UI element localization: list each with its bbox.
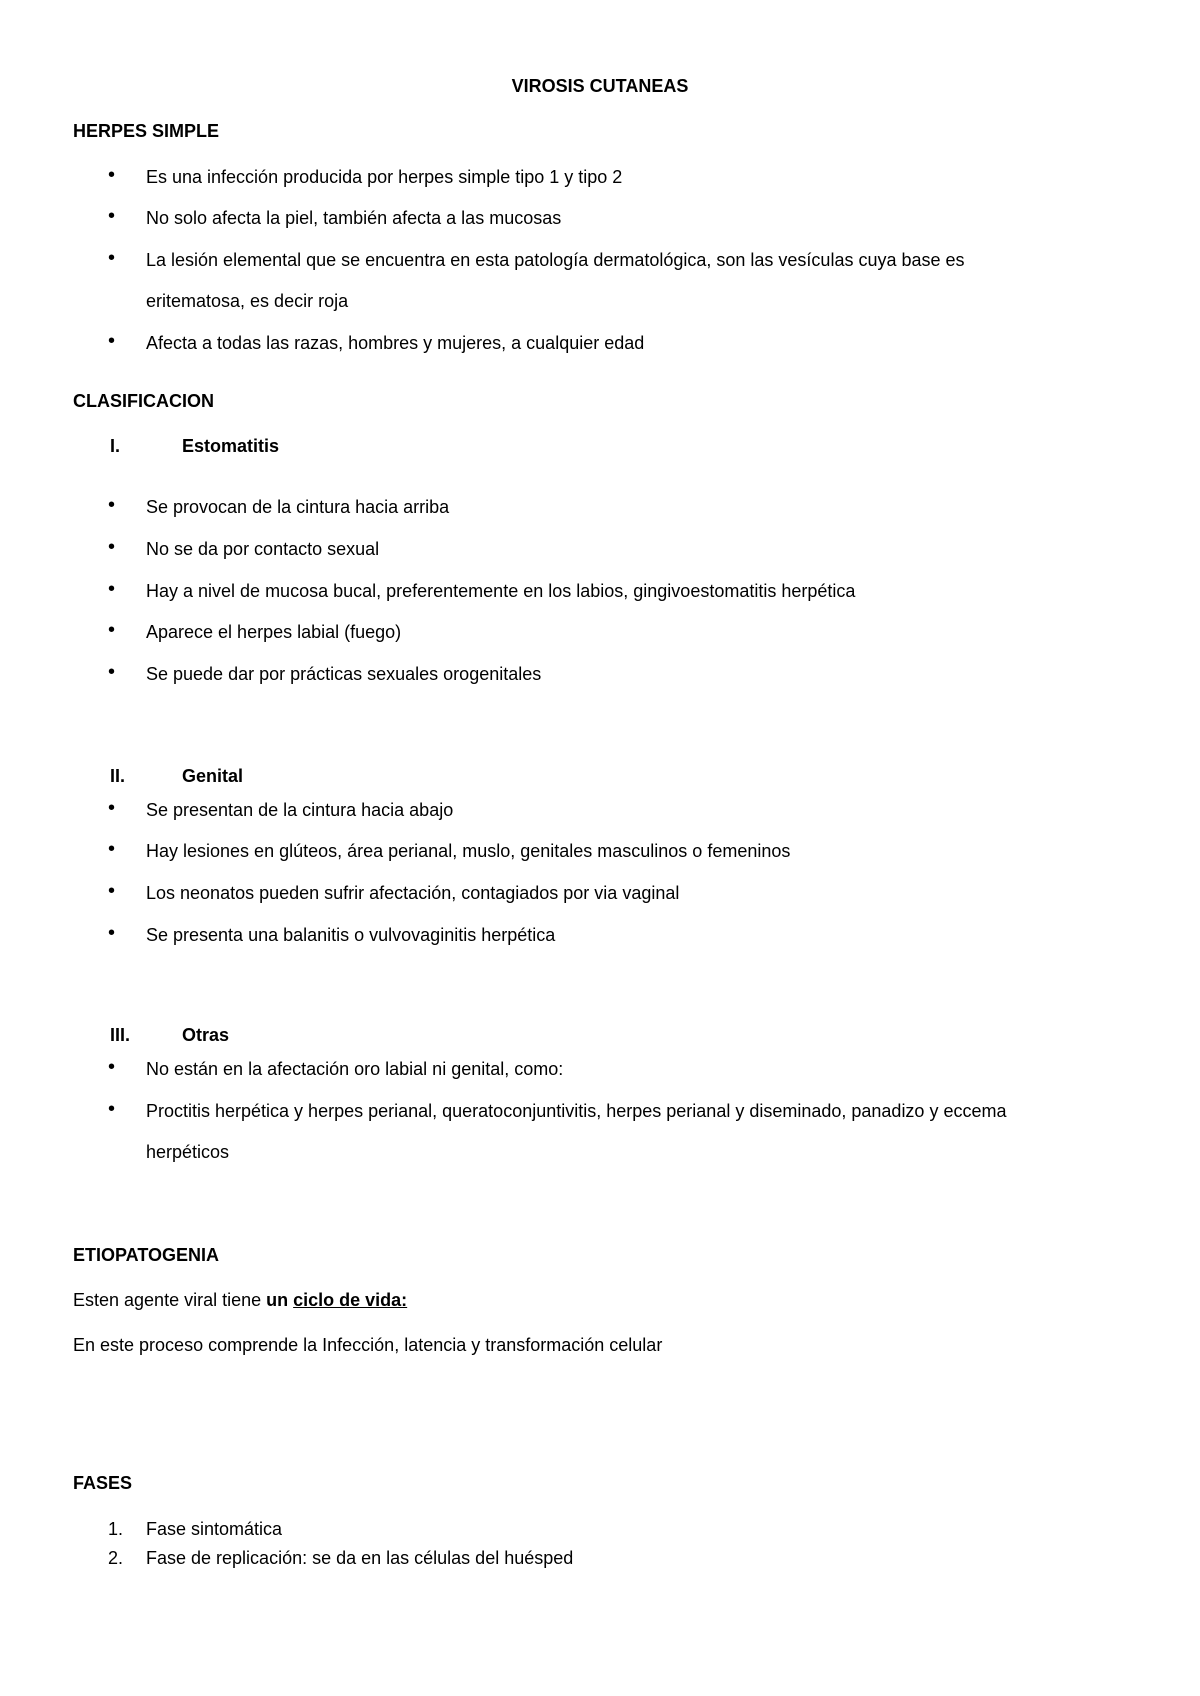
list-item: Fase sintomática [146, 1519, 283, 1539]
bullet-icon: • [108, 494, 116, 516]
list-item: Se presentan de la cintura hacia abajo [146, 800, 454, 820]
list-item: No están en la afectación oro labial ni genital, como: [146, 1059, 564, 1079]
section-heading-clasificacion: CLASIFICACION [73, 391, 214, 411]
subsection-title: Otras [182, 1025, 230, 1045]
etiopatogenia-underlined-text: ciclo de vida: [293, 1290, 408, 1310]
bullet-icon: • [108, 536, 116, 558]
list-number: 2. [108, 1548, 124, 1568]
list-item: No se da por contacto sexual [146, 539, 380, 559]
list-item: Hay a nivel de mucosa bucal, preferentemente en los labios, gingivoestomatitis herpética [146, 581, 856, 601]
etiopatogenia-text: Esten agente viral tiene [73, 1290, 267, 1310]
bullet-icon: • [108, 247, 116, 269]
list-item: Se puede dar por prácticas sexuales orogenitales [146, 664, 542, 684]
list-item: La lesión elemental que se encuentra en esta patología dermatológica, son las vesículas cuya base es [146, 250, 965, 270]
list-item: Afecta a todas las razas, hombres y mujeres, a cualquier edad [146, 333, 645, 353]
bullet-icon: • [108, 1056, 116, 1078]
list-item: Aparece el herpes labial (fuego) [146, 622, 402, 642]
etiopatogenia-bold-text: un [266, 1290, 294, 1310]
etiopatogenia-line-2: En este proceso comprende la Infección, latencia y transformación celular [73, 1335, 663, 1355]
list-item: Hay lesiones en glúteos, área perianal, muslo, genitales masculinos o femeninos [146, 841, 791, 861]
bullet-icon: • [108, 619, 116, 641]
list-item: Es una infección producida por herpes simple tipo 1 y tipo 2 [146, 167, 623, 187]
section-numeral: I. [110, 436, 121, 456]
list-item: No solo afecta la piel, también afecta a las mucosas [146, 208, 562, 228]
section-numeral: II. [110, 766, 126, 786]
bullet-icon: • [108, 205, 116, 227]
list-item: Se presenta una balanitis o vulvovaginitis herpética [146, 925, 556, 945]
list-item: Proctitis herpética y herpes perianal, queratoconjuntivitis, herpes perianal y diseminado, panadizo y eccema [146, 1101, 1007, 1121]
bullet-icon: • [108, 1098, 116, 1120]
subsection-title: Estomatitis [182, 436, 280, 456]
list-item: Se provocan de la cintura hacia arriba [146, 497, 450, 517]
section-heading-herpes-simple: HERPES SIMPLE [73, 121, 220, 141]
bullet-icon: • [108, 838, 116, 860]
bullet-icon: • [108, 578, 116, 600]
etiopatogenia-line-1 [73, 1290, 407, 1312]
list-item: Fase de replicación: se da en las células del huésped [146, 1548, 574, 1568]
bullet-icon: • [108, 661, 116, 683]
section-heading-etiopatogenia: ETIOPATOGENIA [73, 1245, 220, 1265]
bullet-icon: • [108, 922, 116, 944]
bullet-icon: • [108, 880, 116, 902]
bullet-icon: • [108, 797, 116, 819]
list-number: 1. [108, 1519, 124, 1539]
section-numeral: III. [110, 1025, 131, 1045]
list-item-continuation: herpéticos [146, 1142, 230, 1162]
subsection-title: Genital [182, 766, 244, 786]
document-title: VIROSIS CUTANEAS [511, 76, 689, 96]
list-item: Los neonatos pueden sufrir afectación, contagiados por via vaginal [146, 883, 680, 903]
bullet-icon: • [108, 164, 116, 186]
section-heading-fases: FASES [73, 1473, 133, 1493]
bullet-icon: • [108, 330, 116, 352]
list-item-continuation: eritematosa, es decir roja [146, 291, 349, 311]
